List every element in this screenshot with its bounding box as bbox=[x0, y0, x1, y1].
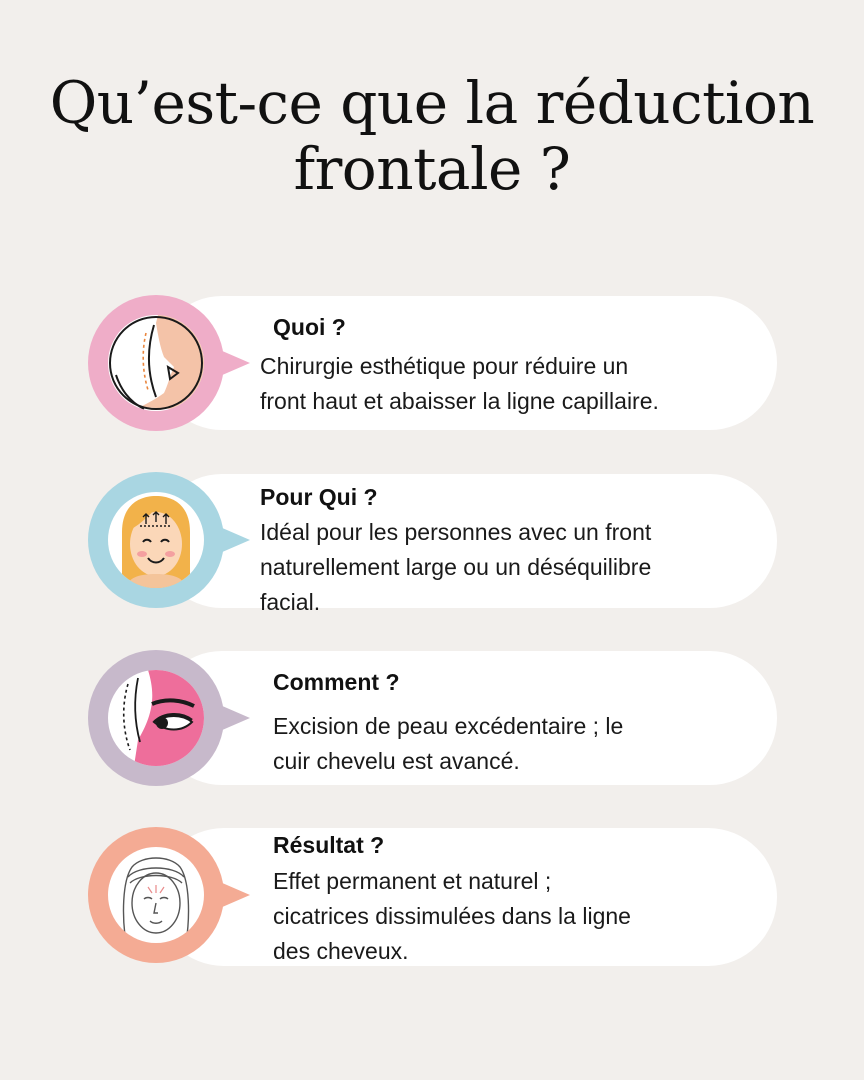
card-heading-pour-qui: Pour Qui ? bbox=[260, 484, 378, 510]
card-text-line: Excision de peau excédentaire ; le bbox=[273, 713, 624, 739]
card-text-line: naturellement large ou un déséquilibre bbox=[260, 554, 652, 580]
card-text-line: facial. bbox=[260, 589, 321, 615]
card-text-comment bbox=[273, 709, 623, 779]
badge-comment bbox=[88, 650, 224, 786]
card-text-line: Effet permanent et naturel ; bbox=[273, 868, 552, 894]
badge-pour-qui bbox=[88, 472, 224, 608]
card-heading-quoi: Quoi ? bbox=[273, 314, 346, 340]
card-text-line: cuir chevelu est avancé. bbox=[273, 748, 520, 774]
card-text-line: Chirurgie esthétique pour réduire un bbox=[260, 353, 629, 379]
title-line-1: Qu’est-ce que la réduction bbox=[49, 69, 815, 137]
card-text-line: des cheveux. bbox=[273, 938, 409, 964]
card-text-line: front haut et abaisser la ligne capillaire. bbox=[260, 388, 659, 414]
card-text-resultat bbox=[273, 864, 631, 969]
card-text-quoi bbox=[260, 349, 659, 419]
face-outline-icon bbox=[108, 847, 204, 943]
woman-face-icon bbox=[108, 492, 204, 588]
eye-profile-icon bbox=[108, 670, 204, 766]
card-heading-comment: Comment ? bbox=[273, 669, 400, 695]
badge-quoi bbox=[88, 295, 224, 431]
card-heading-resultat: Résultat ? bbox=[273, 832, 385, 858]
card-text-pour-qui bbox=[260, 515, 651, 620]
forehead-profile-icon bbox=[108, 315, 204, 411]
page-title bbox=[0, 70, 864, 202]
card-text-line: Idéal pour les personnes avec un front bbox=[260, 519, 652, 545]
card-text-line: cicatrices dissimulées dans la ligne bbox=[273, 903, 631, 929]
badge-resultat bbox=[88, 827, 224, 963]
title-line-2: frontale ? bbox=[293, 135, 571, 203]
